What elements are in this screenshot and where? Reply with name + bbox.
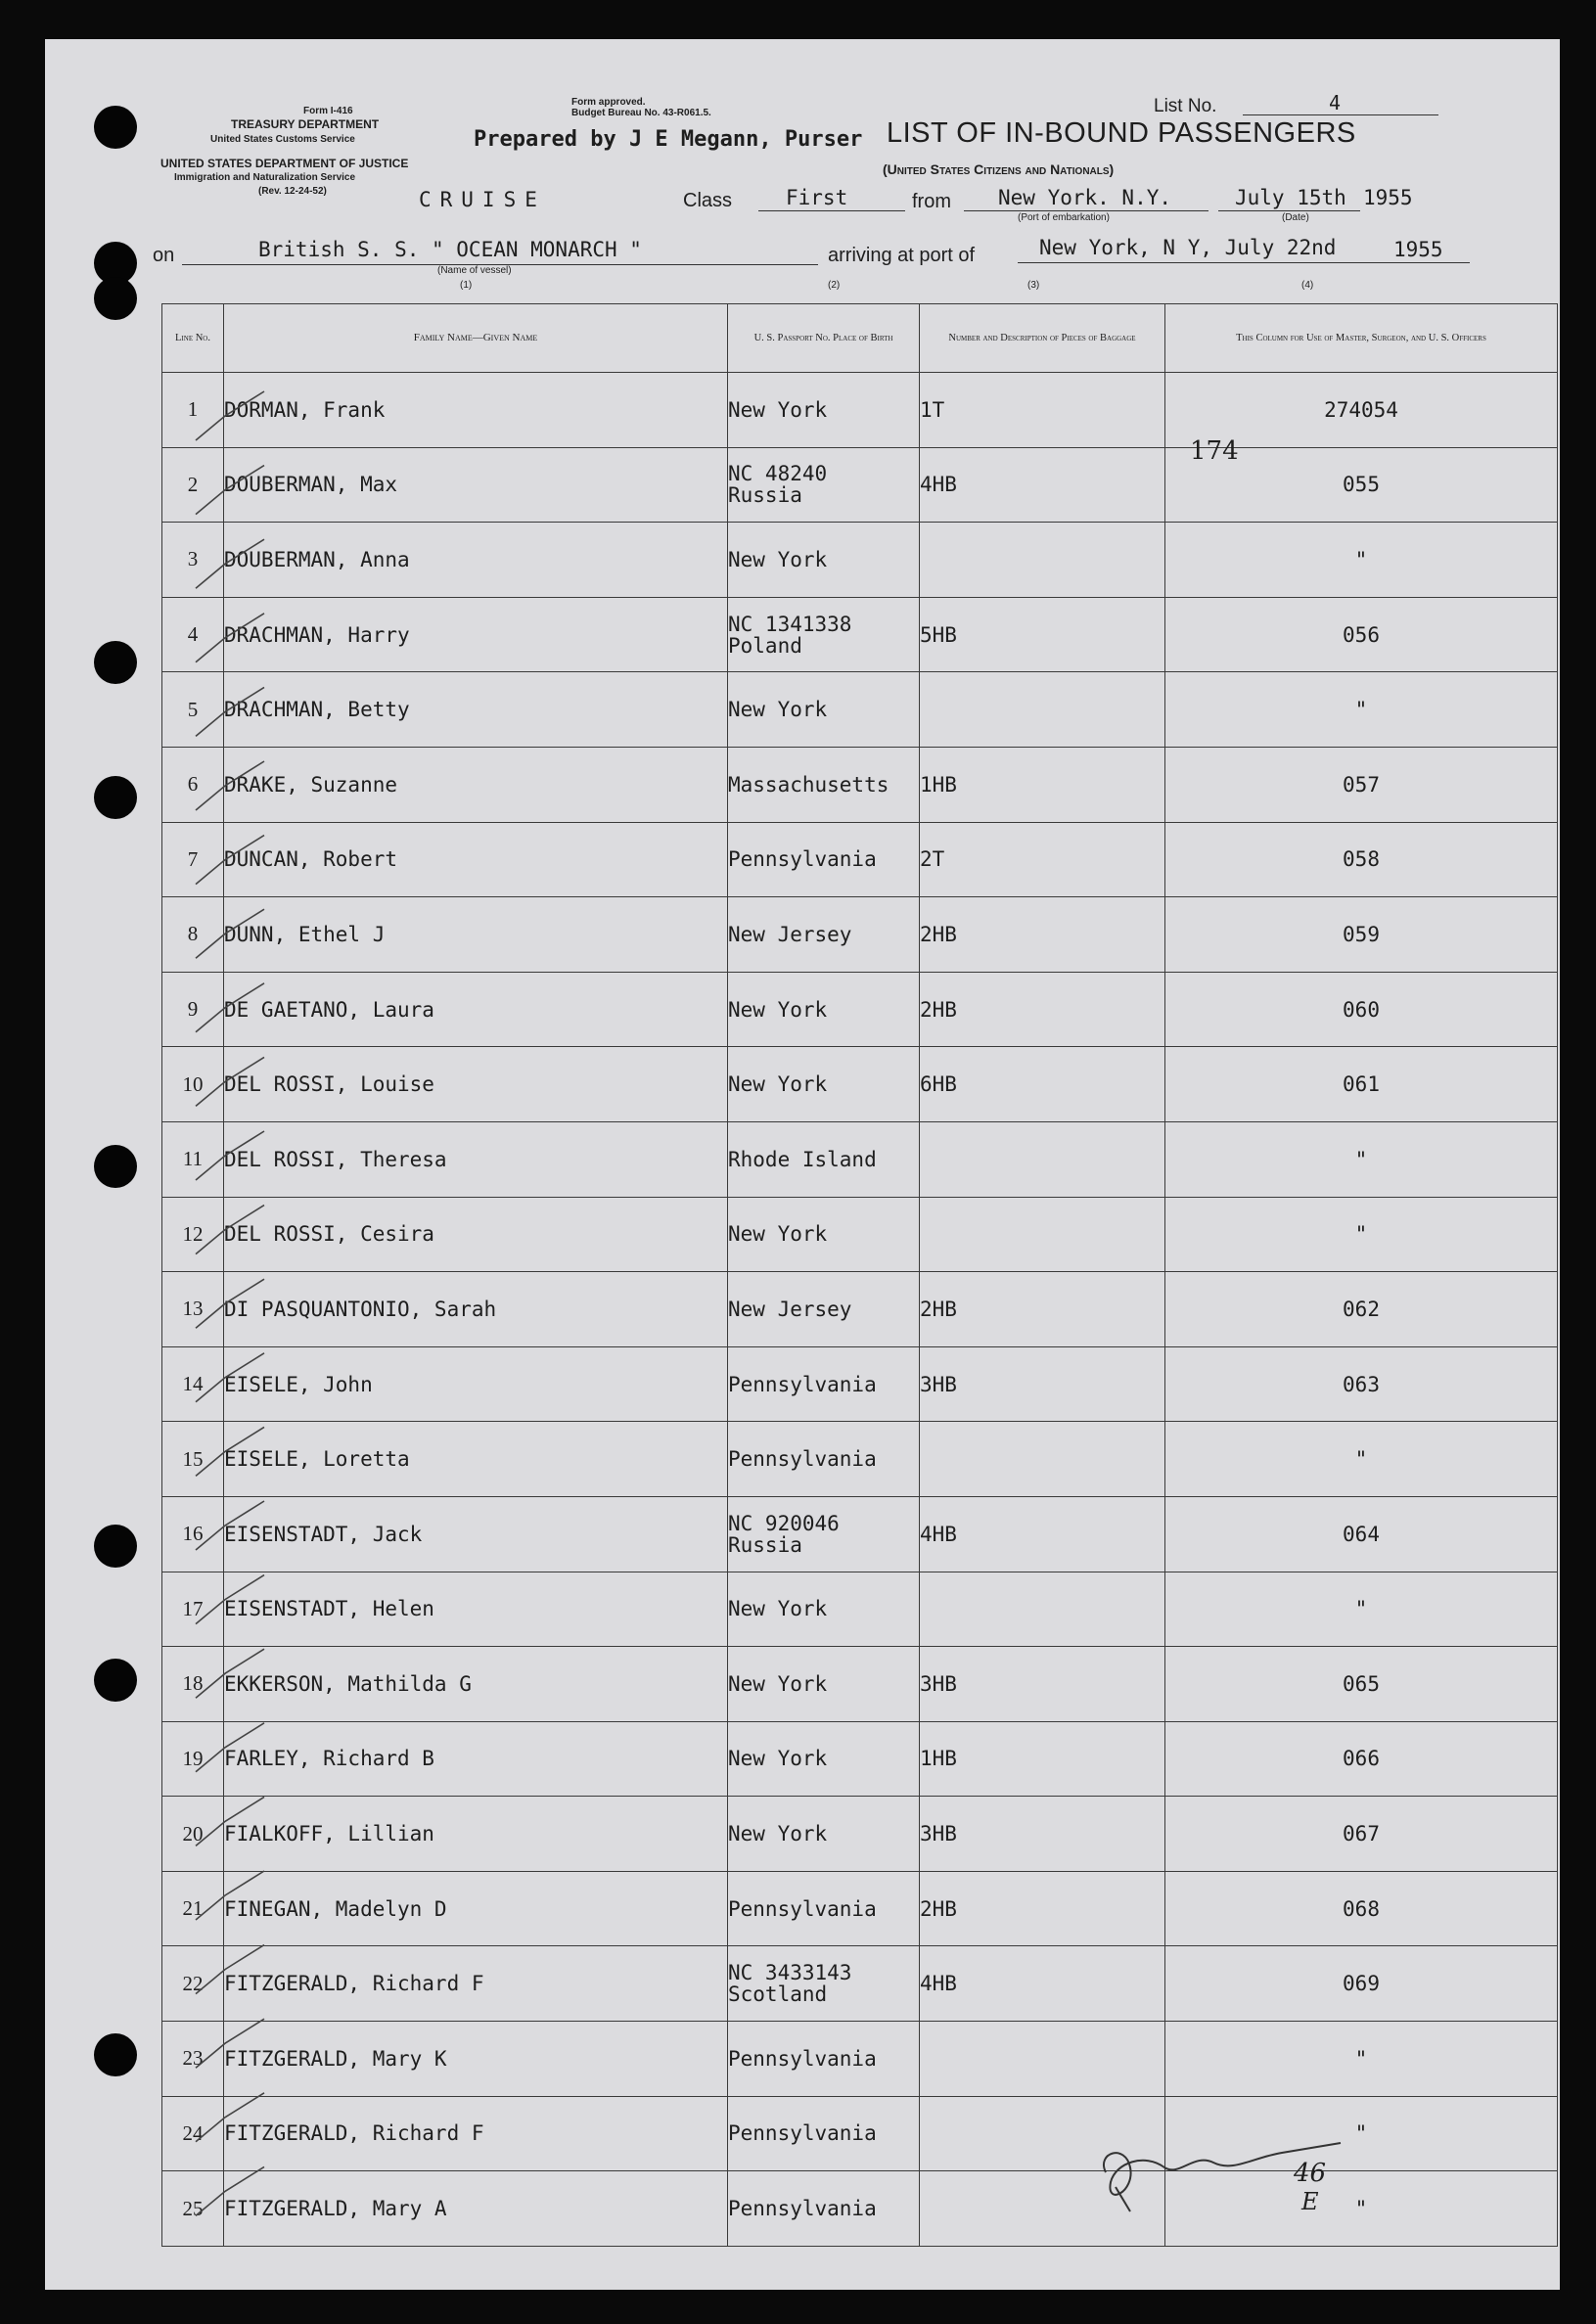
baggage: 6HB	[920, 1047, 1165, 1122]
birthplace: New York	[728, 1597, 828, 1621]
list-no-value: 4	[1329, 91, 1342, 114]
officer-entry: "	[1165, 1197, 1558, 1272]
header-officers: This Column for Use of Master, Surgeon, and U. S. Officers	[1236, 333, 1486, 343]
passport-birthplace-cell	[728, 1946, 920, 2022]
officer-entry: 064	[1165, 1496, 1558, 1572]
passport-birthplace-cell	[728, 1272, 920, 1347]
check-mark	[196, 614, 264, 662]
column-number-4: (4)	[1301, 280, 1314, 291]
officer-entry: "	[1165, 1121, 1558, 1197]
baggage	[920, 1121, 1165, 1197]
birthplace: Pennsylvania	[728, 2046, 877, 2071]
baggage: 2HB	[920, 1272, 1165, 1347]
check-mark	[196, 1206, 264, 1254]
passenger-name: DUNN, Ethel J	[224, 897, 728, 973]
passport-birthplace-cell	[728, 1572, 920, 1647]
passenger-name: DOUBERMAN, Anna	[224, 523, 728, 598]
passenger-name: FITZGERALD, Richard F	[224, 2096, 728, 2171]
officer-entry: 274054	[1165, 373, 1558, 448]
passenger-name: EISENSTADT, Jack	[224, 1496, 728, 1572]
line-number: 3	[162, 523, 224, 598]
line-number: 13	[162, 1272, 224, 1347]
passport-birthplace-cell	[728, 1871, 920, 1946]
baggage: 1HB	[920, 747, 1165, 822]
cruise-label: CRUISE	[419, 188, 546, 211]
passenger-name: FITZGERALD, Mary A	[224, 2171, 728, 2247]
check-mark	[196, 983, 264, 1032]
officer-entry: 058	[1165, 822, 1558, 897]
column-number-1: (1)	[460, 280, 473, 291]
passenger-name: FIALKOFF, Lillian	[224, 1797, 728, 1872]
table-row	[162, 1946, 1558, 2022]
passenger-name: DE GAETANO, Laura	[224, 972, 728, 1047]
baggage: 5HB	[920, 597, 1165, 672]
passport-number: NC 920046	[728, 1511, 840, 1535]
treasury-dept: TREASURY DEPARTMENT	[231, 117, 380, 131]
passport-birthplace-cell	[728, 822, 920, 897]
birthplace: New York	[728, 1822, 828, 1846]
birthplace: New York	[728, 997, 828, 1022]
line-number: 5	[162, 672, 224, 748]
table-row	[162, 1197, 1558, 1272]
officer-entry: "	[1165, 1422, 1558, 1497]
budget-bureau: Budget Bureau No. 43-R061.5.	[571, 108, 711, 118]
passport-number: NC 1341338	[728, 612, 852, 636]
prepared-by: Prepared by J E Megann, Purser	[474, 127, 863, 152]
passport-birthplace-cell	[728, 1422, 920, 1497]
birthplace: New York	[728, 698, 828, 722]
from-port: New York. N.Y.	[998, 186, 1172, 209]
on-label: on	[153, 245, 175, 266]
passport-birthplace-cell	[728, 1797, 920, 1872]
passport-birthplace-cell	[728, 1047, 920, 1122]
officer-entry: 067	[1165, 1797, 1558, 1872]
officer-entry: "	[1165, 2022, 1558, 2097]
passenger-name: FARLEY, Richard B	[224, 1721, 728, 1797]
arriving-label: arriving at port of	[828, 245, 976, 266]
passport-birthplace-cell	[728, 2022, 920, 2097]
passport-birthplace-cell	[728, 897, 920, 973]
header-baggage: Number and Description of Pieces of Baggage	[948, 333, 1136, 343]
line-number: 10	[162, 1047, 224, 1122]
passenger-name: EKKERSON, Mathilda G	[224, 1647, 728, 1722]
baggage	[920, 1197, 1165, 1272]
passenger-name: DOUBERMAN, Max	[224, 447, 728, 523]
check-mark	[196, 1575, 264, 1624]
officer-entry: 063	[1165, 1346, 1558, 1422]
table-row	[162, 1346, 1558, 1422]
table-row	[162, 1121, 1558, 1197]
binder-hole	[94, 1659, 137, 1702]
check-mark	[196, 1131, 264, 1180]
baggage: 3HB	[920, 1647, 1165, 1722]
officer-entry: "	[1165, 2096, 1558, 2171]
officer-entry: 060	[1165, 972, 1558, 1047]
check-mark	[196, 1871, 264, 1920]
passport-number: NC 48240	[728, 462, 828, 486]
birthplace: New York	[728, 1222, 828, 1247]
officer-entry: 055	[1165, 447, 1558, 523]
passenger-name: FITZGERALD, Richard F	[224, 1946, 728, 2022]
page-subtitle: (United States Citizens and Nationals)	[883, 161, 1115, 177]
officer-entry: 056	[1165, 597, 1558, 672]
binder-hole	[94, 641, 137, 684]
table-row	[162, 1721, 1558, 1797]
line-number: 11	[162, 1121, 224, 1197]
passport-birthplace-cell	[728, 672, 920, 748]
baggage: 1HB	[920, 1721, 1165, 1797]
check-mark	[196, 1649, 264, 1698]
passenger-name: DEL ROSSI, Theresa	[224, 1121, 728, 1197]
birthplace: Pennsylvania	[728, 1372, 877, 1396]
passenger-table	[161, 303, 1558, 2247]
officer-entry: "	[1165, 1572, 1558, 1647]
officer-entry: 068	[1165, 1871, 1558, 1946]
table-row	[162, 1871, 1558, 1946]
birthplace: Pennsylvania	[728, 2121, 877, 2146]
table-row	[162, 1047, 1558, 1122]
passport-birthplace-cell	[728, 1721, 920, 1797]
check-mark	[196, 539, 264, 588]
passenger-name: FITZGERALD, Mary K	[224, 2022, 728, 2097]
line-number: 25	[162, 2171, 224, 2247]
line-number: 20	[162, 1797, 224, 1872]
handwritten-e: E	[1301, 2188, 1319, 2215]
check-marks	[157, 372, 352, 2270]
baggage: 1T	[920, 373, 1165, 448]
binder-hole	[94, 106, 137, 149]
header-passport: U. S. Passport No. Place of Birth	[753, 333, 893, 343]
line-number: 21	[162, 1871, 224, 1946]
table-row	[162, 672, 1558, 748]
year-1: 1955	[1363, 186, 1413, 209]
table-row	[162, 447, 1558, 523]
line-number: 8	[162, 897, 224, 973]
table-row	[162, 897, 1558, 973]
check-mark	[196, 1945, 264, 1994]
passenger-name: DRAKE, Suzanne	[224, 747, 728, 822]
line-number: 12	[162, 1197, 224, 1272]
birthplace: New York	[728, 1072, 828, 1097]
passport-birthplace-cell	[728, 1197, 920, 1272]
table-row	[162, 1797, 1558, 1872]
customs-service: United States Customs Service	[210, 134, 355, 145]
baggage: 2HB	[920, 972, 1165, 1047]
check-mark	[196, 687, 264, 736]
passport-birthplace-cell	[728, 972, 920, 1047]
passenger-name: DEL ROSSI, Louise	[224, 1047, 728, 1122]
birthplace: New York	[728, 397, 828, 422]
check-mark	[196, 836, 264, 885]
passport-birthplace-cell	[728, 523, 920, 598]
passport-birthplace-cell	[728, 373, 920, 448]
passport-birthplace-cell	[728, 597, 920, 672]
check-mark	[196, 1279, 264, 1328]
passenger-name: DORMAN, Frank	[224, 373, 728, 448]
port-embarkation-caption: (Port of embarkation)	[1018, 212, 1110, 223]
line-number: 22	[162, 1946, 224, 2022]
from-label: from	[912, 191, 951, 212]
check-mark	[196, 1057, 264, 1106]
list-no-label: List No.	[1154, 96, 1217, 116]
check-mark	[196, 2019, 264, 2068]
birthplace: New Jersey	[728, 1297, 852, 1321]
birthplace: Pennsylvania	[728, 847, 877, 872]
passport-birthplace-cell	[728, 1647, 920, 1722]
baggage	[920, 672, 1165, 748]
passenger-name: EISELE, Loretta	[224, 1422, 728, 1497]
officer-entry: 061	[1165, 1047, 1558, 1122]
line-number: 24	[162, 2096, 224, 2171]
inspector-signature	[1086, 2114, 1360, 2221]
class-label: Class	[683, 190, 733, 211]
passenger-name: DI PASQUANTONIO, Sarah	[224, 1272, 728, 1347]
line-number: 15	[162, 1422, 224, 1497]
table-row	[162, 523, 1558, 598]
binder-hole	[94, 2033, 137, 2076]
passenger-name: DEL ROSSI, Cesira	[224, 1197, 728, 1272]
officer-entry: "	[1165, 2171, 1558, 2247]
revision-date: (Rev. 12-24-52)	[258, 186, 327, 197]
line-number: 17	[162, 1572, 224, 1647]
table-row	[162, 2022, 1558, 2097]
passport-birthplace-cell	[728, 1346, 920, 1422]
form-approved: Form approved.	[571, 97, 646, 108]
line-number: 14	[162, 1346, 224, 1422]
baggage: 4HB	[920, 1946, 1165, 2022]
table-row	[162, 1647, 1558, 1722]
passenger-name: DRACHMAN, Betty	[224, 672, 728, 748]
baggage	[920, 1422, 1165, 1497]
baggage: 2HB	[920, 897, 1165, 973]
baggage: 2T	[920, 822, 1165, 897]
baggage	[920, 1572, 1165, 1647]
binder-hole	[94, 1525, 137, 1568]
line-number: 1	[162, 373, 224, 448]
arrival-port-date: New York, N Y, July 22nd	[1039, 236, 1337, 259]
justice-dept: UNITED STATES DEPARTMENT OF JUSTICE	[160, 157, 409, 170]
birthplace: New York	[728, 547, 828, 571]
birthplace: Massachusetts	[728, 772, 889, 797]
table-row	[162, 597, 1558, 672]
line-number: 4	[162, 597, 224, 672]
line-number: 18	[162, 1647, 224, 1722]
check-mark	[196, 1723, 264, 1772]
baggage: 4HB	[920, 1496, 1165, 1572]
baggage: 3HB	[920, 1346, 1165, 1422]
passenger-name: DUNCAN, Robert	[224, 822, 728, 897]
officer-entry: 069	[1165, 1946, 1558, 2022]
officer-entry: 065	[1165, 1647, 1558, 1722]
passenger-name: FINEGAN, Madelyn D	[224, 1871, 728, 1946]
birthplace: Russia	[728, 483, 802, 508]
header-line-no: Line No.	[175, 333, 210, 343]
birthplace: Scotland	[728, 1982, 828, 2007]
form-number: Form I-416	[303, 106, 353, 116]
table-row	[162, 1572, 1558, 1647]
check-mark	[196, 466, 264, 515]
table-row	[162, 1422, 1558, 1497]
passport-birthplace-cell	[728, 1121, 920, 1197]
line-number: 23	[162, 2022, 224, 2097]
page-title: LIST OF IN-BOUND PASSENGERS	[887, 117, 1356, 149]
officer-entry: 059	[1165, 897, 1558, 973]
passenger-name: EISENSTADT, Helen	[224, 1572, 728, 1647]
year-2: 1955	[1393, 238, 1443, 261]
officer-entry: 066	[1165, 1721, 1558, 1797]
table-row	[162, 1496, 1558, 1572]
birthplace: Pennsylvania	[728, 1896, 877, 1921]
table-row	[162, 822, 1558, 897]
baggage: 3HB	[920, 1797, 1165, 1872]
line-number: 7	[162, 822, 224, 897]
table-row	[162, 373, 1558, 448]
line-number: 16	[162, 1496, 224, 1572]
line-number: 2	[162, 447, 224, 523]
birthplace: New York	[728, 1747, 828, 1771]
passport-birthplace-cell	[728, 447, 920, 523]
column-number-3: (3)	[1027, 280, 1040, 291]
vessel-name: British S. S. " OCEAN MONARCH "	[258, 238, 642, 261]
check-mark	[196, 1797, 264, 1846]
check-mark	[196, 2166, 264, 2215]
officer-entry: 062	[1165, 1272, 1558, 1347]
birthplace: Poland	[728, 633, 802, 658]
birthplace: Rhode Island	[728, 1147, 877, 1171]
line-number: 19	[162, 1721, 224, 1797]
table-header-row	[162, 304, 1558, 373]
baggage: 2HB	[920, 1871, 1165, 1946]
passport-number: NC 3433143	[728, 1961, 852, 1985]
officer-entry: "	[1165, 523, 1558, 598]
check-mark	[196, 909, 264, 958]
passport-birthplace-cell	[728, 2096, 920, 2171]
birthplace: Pennsylvania	[728, 2197, 877, 2221]
table-row	[162, 1272, 1558, 1347]
passport-birthplace-cell	[728, 1496, 920, 1572]
birthplace: New York	[728, 1671, 828, 1696]
birthplace: New Jersey	[728, 922, 852, 946]
vessel-caption: (Name of vessel)	[437, 265, 512, 276]
check-mark	[196, 1427, 264, 1476]
officer-entry: 057	[1165, 747, 1558, 822]
passport-birthplace-cell	[728, 2171, 920, 2247]
binder-hole	[94, 776, 137, 819]
ins-service: Immigration and Naturalization Service	[174, 172, 356, 183]
line-number: 9	[162, 972, 224, 1047]
date-caption: (Date)	[1282, 212, 1309, 223]
binder-hole	[94, 1145, 137, 1188]
baggage	[920, 523, 1165, 598]
check-mark	[196, 1501, 264, 1550]
check-mark	[196, 2093, 264, 2142]
passenger-name: DRACHMAN, Harry	[224, 597, 728, 672]
passenger-name: EISELE, John	[224, 1346, 728, 1422]
table-row	[162, 747, 1558, 822]
table-row	[162, 972, 1558, 1047]
check-mark	[196, 1353, 264, 1402]
check-mark	[196, 761, 264, 810]
handwritten-46: 46	[1294, 2159, 1327, 2188]
baggage: 4HB	[920, 447, 1165, 523]
header-family-name: Family Name—Given Name	[413, 332, 538, 343]
from-date: July 15th	[1235, 186, 1346, 209]
binder-hole	[94, 277, 137, 320]
check-mark	[196, 391, 264, 440]
column-number-2: (2)	[828, 280, 841, 291]
passport-birthplace-cell	[728, 747, 920, 822]
class-value: First	[786, 186, 848, 209]
handwritten-174: 174	[1190, 436, 1239, 466]
line-number: 6	[162, 747, 224, 822]
officer-entry: "	[1165, 672, 1558, 748]
baggage	[920, 2022, 1165, 2097]
birthplace: Pennsylvania	[728, 1447, 877, 1472]
birthplace: Russia	[728, 1532, 802, 1557]
